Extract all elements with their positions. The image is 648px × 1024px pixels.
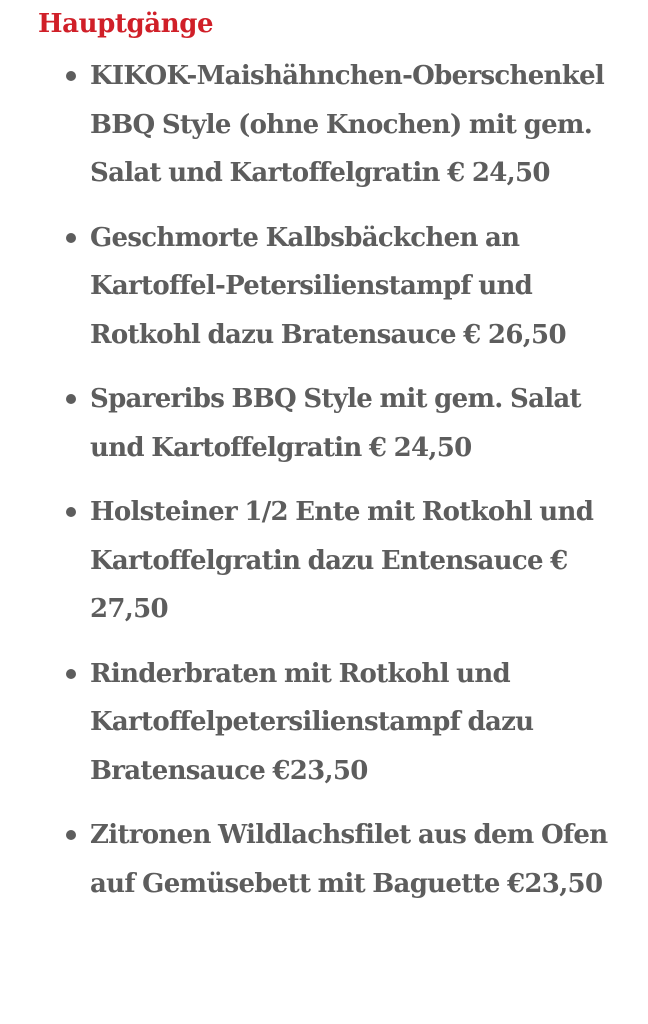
menu-item-text: Spareribs BBQ Style mit gem. Salat und Kartoffelgratin € 24,50 xyxy=(90,384,581,463)
bullet-icon xyxy=(66,394,76,404)
bullet-icon xyxy=(66,71,76,81)
menu-list xyxy=(0,52,648,924)
menu-item-roast-beef xyxy=(0,650,648,796)
menu-item-text: Rinderbraten mit Rotkohl und Kartoffelpetersilienstampf dazu Bratensauce €23,50 xyxy=(90,658,534,786)
bullet-icon xyxy=(66,233,76,243)
menu-item-spareribs xyxy=(0,375,648,472)
menu-item-text: Holsteiner 1/2 Ente mit Rotkohl und Kartoffelgratin dazu Entensauce € 27,50 xyxy=(90,497,594,624)
menu-item-veal-cheeks xyxy=(0,214,648,360)
menu-item-duck xyxy=(0,488,648,634)
menu-item-chicken xyxy=(0,52,648,198)
bullet-icon xyxy=(66,830,76,840)
bullet-icon xyxy=(66,669,76,679)
menu-item-salmon xyxy=(0,811,648,908)
section-title: Hauptgänge xyxy=(38,9,214,39)
menu-item-text: Zitronen Wildlachsfilet aus dem Ofen auf Gemüsebett mit Baguette €23,50 xyxy=(90,820,608,899)
bullet-icon xyxy=(66,507,76,517)
menu-item-text: KIKOK-Maishähnchen-Oberschenkel BBQ Style (ohne Knochen) mit gem. Salat und Kartoffelgratin € 24,50 xyxy=(90,61,605,188)
menu-item-text: Geschmorte Kalbsbäckchen an Kartoffel-Petersilienstampf und Rotkohl dazu Bratensauce € 26,50 xyxy=(90,222,566,350)
